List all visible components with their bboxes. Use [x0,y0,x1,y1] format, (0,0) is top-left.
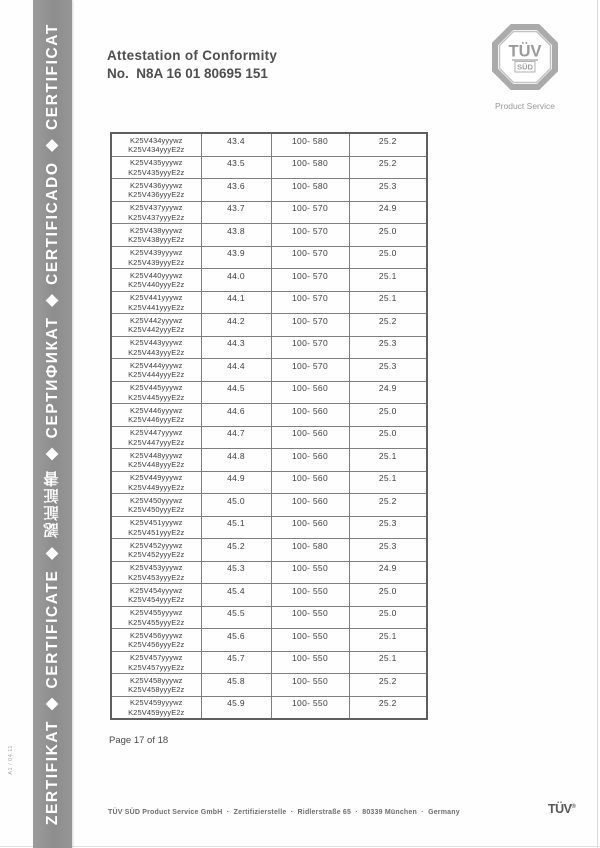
table-row [111,651,427,674]
model-code-b: K25V447yyyE2z [128,437,185,447]
value-cell: 43.8 [201,224,271,247]
model-code-b: K25V437yyyE2z [128,212,185,222]
value-cell: 45.4 [201,584,271,607]
logo-tuv-text: TÜV [508,42,542,61]
model-codes-cell [111,696,201,719]
model-code-b: K25V455yyyE2z [128,617,185,627]
range-cell: 100- 580 [271,156,349,179]
range-cell: 100- 570 [271,246,349,269]
model-code-b: K25V434yyyE2z [128,145,185,155]
model-code-b: K25V454yyyE2z [128,595,185,605]
model-code-b: K25V442yyyE2z [128,325,185,335]
model-codes-cell [111,584,201,607]
result-cell: 25.2 [349,696,427,719]
value-cell: 43.7 [201,201,271,224]
model-codes-cell [111,291,201,314]
scan-edge-right [597,0,598,848]
table-row [111,224,427,247]
model-code-b: K25V436yyyE2z [128,190,185,200]
result-cell: 25.0 [349,426,427,449]
tuv-sud-octagon-icon [492,24,558,90]
table-row [111,381,427,404]
value-cell: 45.2 [201,539,271,562]
model-codes-cell [111,651,201,674]
range-cell: 100- 560 [271,381,349,404]
registered-trademark-symbol: ® [571,803,576,810]
tuv-wordmark-text: TÜV [548,802,572,816]
result-cell: 25.3 [349,359,427,382]
table-row [111,629,427,652]
table-row [111,696,427,719]
table-row [111,449,427,472]
model-code-a: K25V459yyywz [130,698,183,707]
value-cell: 44.0 [201,269,271,292]
value-cell: 44.2 [201,314,271,337]
value-cell: 44.1 [201,291,271,314]
model-codes-cell [111,426,201,449]
model-codes-cell [111,516,201,539]
result-cell: 25.0 [349,404,427,427]
model-code-b: K25V444yyyE2z [128,370,185,380]
value-cell: 45.0 [201,494,271,517]
model-code-a: K25V452yyywz [130,540,183,550]
model-code-b: K25V452yyyE2z [128,550,185,560]
value-cell: 44.4 [201,359,271,382]
result-cell: 25.2 [349,133,427,156]
model-code-a: K25V440yyywz [130,270,183,280]
table-row [111,359,427,382]
value-cell: 45.9 [201,696,271,719]
model-code-a: K25V442yyywz [130,315,183,325]
value-cell: 45.8 [201,674,271,697]
model-code-a: K25V447yyywz [130,428,183,437]
certificate-sidebar-banner [33,0,72,848]
model-codes-cell [111,179,201,202]
range-cell: 100- 550 [271,561,349,584]
certificate-number: No. N8A 16 01 80695 151 [107,66,268,81]
value-cell: 43.6 [201,179,271,202]
model-code-b: K25V435yyyE2z [128,167,185,177]
model-code-b: K25V451yyyE2z [128,527,185,537]
range-cell: 100- 560 [271,449,349,472]
tuv-sud-logo [487,24,563,111]
range-cell: 100- 550 [271,674,349,697]
result-cell: 25.1 [349,629,427,652]
model-codes-cell [111,404,201,427]
model-code-a: K25V445yyywz [130,383,183,392]
model-code-b: K25V459yyyE2z [128,707,185,717]
model-code-b: K25V445yyyE2z [128,392,185,402]
table-row [111,584,427,607]
model-code-a: K25V458yyywz [130,675,183,685]
value-cell: 44.3 [201,336,271,359]
range-cell: 100- 560 [271,471,349,494]
model-code-b: K25V450yyyE2z [128,505,185,515]
result-cell: 24.9 [349,381,427,404]
table-row [111,494,427,517]
result-cell: 25.2 [349,494,427,517]
model-code-b: K25V439yyyE2z [128,257,185,267]
document-title: Attestation of Conformity [107,48,278,63]
result-cell: 25.3 [349,539,427,562]
model-code-a: K25V435yyywz [130,158,183,167]
result-cell: 25.3 [349,336,427,359]
logo-sud-text: SÜD [517,62,533,72]
scan-edge-bottom [0,846,600,847]
model-codes-cell [111,156,201,179]
range-cell: 100- 550 [271,629,349,652]
range-cell: 100- 570 [271,224,349,247]
range-cell: 100- 570 [271,269,349,292]
range-cell: 100- 550 [271,696,349,719]
model-code-a: K25V434yyywz [130,135,183,145]
model-codes-cell [111,494,201,517]
sidebar-vertical-text: ZERTIFIKAT ◆ CERTIFICATE ◆ 認証証書 ◆ СЕРТИФИКАТ ◆ CERTIFICADO ◆ CERTIFICAT [43,22,61,826]
result-cell: 25.1 [349,269,427,292]
model-code-a: K25V457yyywz [130,653,183,662]
model-code-a: K25V449yyywz [130,473,183,482]
range-cell: 100- 570 [271,314,349,337]
table-row [111,201,427,224]
model-codes-cell [111,629,201,652]
result-cell: 25.2 [349,674,427,697]
range-cell: 100- 560 [271,516,349,539]
model-code-b: K25V457yyyE2z [128,662,185,672]
table-row [111,471,427,494]
conformity-table [110,132,428,720]
logo-caption: Product Service [495,101,555,111]
value-cell: 44.7 [201,426,271,449]
range-cell: 100- 560 [271,426,349,449]
page-indicator: Page 17 of 18 [109,735,169,746]
range-cell: 100- 550 [271,584,349,607]
range-cell: 100- 580 [271,133,349,156]
table-row [111,246,427,269]
result-cell: 24.9 [349,561,427,584]
model-code-a: K25V450yyywz [130,495,183,505]
model-codes-cell [111,449,201,472]
result-cell: 25.1 [349,291,427,314]
result-cell: 25.3 [349,516,427,539]
model-code-b: K25V446yyyE2z [128,415,185,425]
model-code-b: K25V443yyyE2z [128,347,185,357]
value-cell: 44.8 [201,449,271,472]
model-codes-cell [111,539,201,562]
table-row [111,606,427,629]
result-cell: 25.1 [349,651,427,674]
table-row [111,336,427,359]
model-codes-cell [111,471,201,494]
model-code-a: K25V439yyywz [130,248,183,257]
model-code-a: K25V437yyywz [130,203,183,212]
range-cell: 100- 570 [271,291,349,314]
model-code-b: K25V448yyyE2z [128,460,185,470]
model-codes-cell [111,381,201,404]
table-row [111,539,427,562]
model-code-b: K25V449yyyE2z [128,482,185,492]
result-cell: 25.0 [349,246,427,269]
model-code-a: K25V443yyywz [130,338,183,347]
model-code-b: K25V441yyyE2z [128,302,185,312]
result-cell: 25.0 [349,584,427,607]
table-row [111,426,427,449]
model-codes-cell [111,359,201,382]
tuv-wordmark [548,802,575,816]
model-code-a: K25V438yyywz [130,225,183,235]
result-cell: 24.9 [349,201,427,224]
conformity-table-body [111,133,427,719]
table-row [111,179,427,202]
document-header [107,48,277,81]
value-cell: 43.4 [201,133,271,156]
model-code-a: K25V456yyywz [130,630,183,640]
model-code-b: K25V440yyyE2z [128,280,185,290]
result-cell: 25.3 [349,179,427,202]
result-cell: 25.1 [349,471,427,494]
value-cell: 44.5 [201,381,271,404]
value-cell: 44.9 [201,471,271,494]
model-codes-cell [111,561,201,584]
range-cell: 100- 560 [271,494,349,517]
range-cell: 100- 550 [271,651,349,674]
result-cell: 25.2 [349,314,427,337]
range-cell: 100- 570 [271,336,349,359]
model-code-a: K25V436yyywz [130,180,183,190]
model-code-a: K25V448yyywz [130,450,183,460]
form-revision-note: A1 / 04.11 [8,745,14,775]
model-codes-cell [111,606,201,629]
model-code-b: K25V453yyyE2z [128,572,185,582]
result-cell: 25.2 [349,156,427,179]
range-cell: 100- 570 [271,201,349,224]
model-codes-cell [111,269,201,292]
model-codes-cell [111,314,201,337]
model-code-b: K25V438yyyE2z [128,235,185,245]
model-code-a: K25V454yyywz [130,585,183,595]
table-row [111,291,427,314]
model-codes-cell [111,674,201,697]
model-code-a: K25V446yyywz [130,405,183,415]
model-codes-cell [111,224,201,247]
model-codes-cell [111,201,201,224]
table-row [111,314,427,337]
model-codes-cell [111,336,201,359]
value-cell: 45.1 [201,516,271,539]
model-code-a: K25V441yyywz [130,293,183,302]
model-code-a: K25V444yyywz [130,360,183,370]
model-code-a: K25V455yyywz [130,608,183,617]
model-code-a: K25V453yyywz [130,563,183,572]
range-cell: 100- 580 [271,539,349,562]
model-codes-cell [111,246,201,269]
range-cell: 100- 570 [271,359,349,382]
table-row [111,561,427,584]
footer-address: TÜV SÜD Product Service GmbH · Zertifizierstelle · Ridlerstraße 65 · 80339 München · Germany [108,809,460,816]
value-cell: 44.6 [201,404,271,427]
model-code-a: K25V451yyywz [130,518,183,527]
model-code-b: K25V458yyyE2z [128,685,185,695]
value-cell: 45.3 [201,561,271,584]
result-cell: 25.1 [349,449,427,472]
result-cell: 25.0 [349,606,427,629]
value-cell: 43.9 [201,246,271,269]
range-cell: 100- 550 [271,606,349,629]
table-row [111,133,427,156]
model-code-b: K25V456yyyE2z [128,640,185,650]
table-row [111,269,427,292]
table-row [111,404,427,427]
table-row [111,516,427,539]
value-cell: 43.5 [201,156,271,179]
model-codes-cell [111,133,201,156]
result-cell: 25.0 [349,224,427,247]
range-cell: 100- 560 [271,404,349,427]
table-row [111,156,427,179]
value-cell: 45.5 [201,606,271,629]
value-cell: 45.7 [201,651,271,674]
range-cell: 100- 580 [271,179,349,202]
value-cell: 45.6 [201,629,271,652]
table-row [111,674,427,697]
